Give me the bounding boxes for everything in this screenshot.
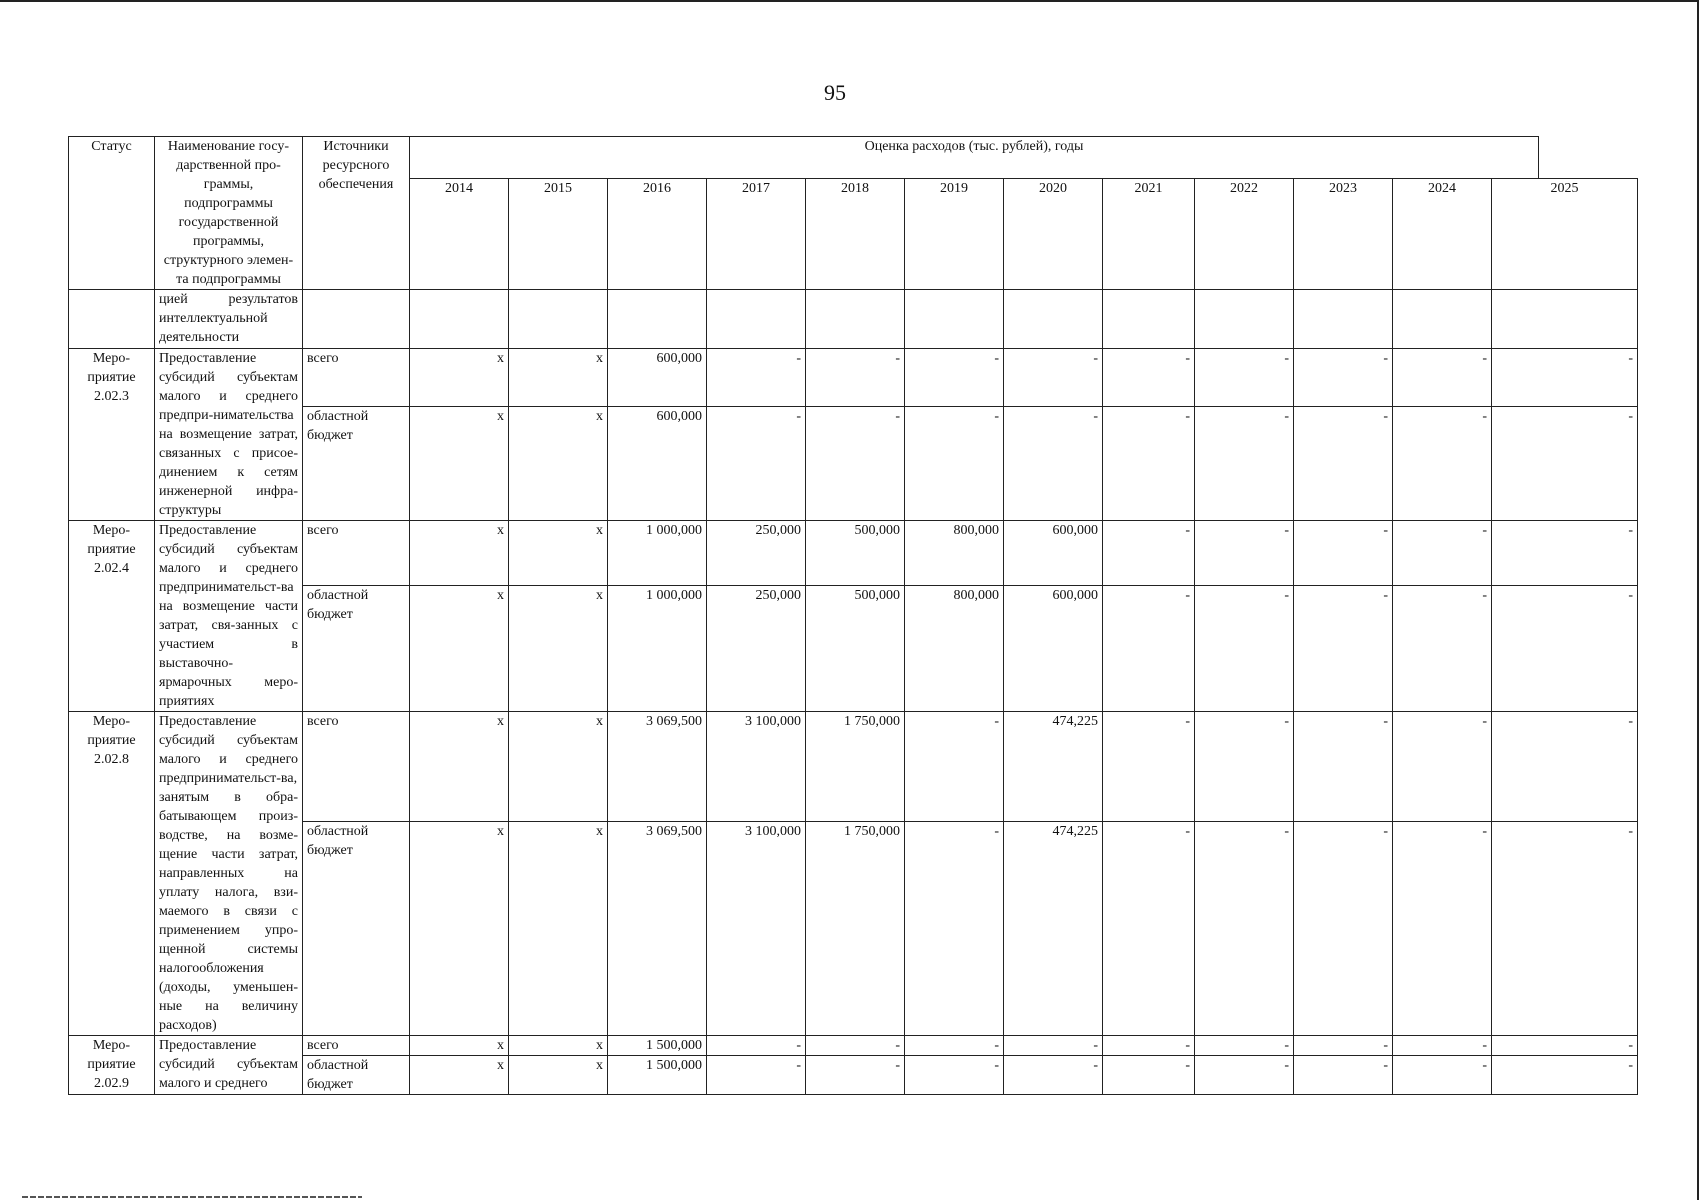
- value-cell: [806, 290, 905, 349]
- value-cell: -: [1195, 349, 1294, 407]
- value-cell: х: [410, 521, 509, 586]
- value-cell: -: [1103, 349, 1195, 407]
- continuation-row: [69, 290, 1638, 349]
- header-year-2021: 2021: [1103, 179, 1195, 290]
- header-year-2024: 2024: [1393, 179, 1492, 290]
- value-cell: 600,000: [608, 349, 707, 407]
- budget-table: [68, 136, 1638, 1095]
- value-cell: -: [905, 1036, 1004, 1056]
- value-cell: -: [1393, 585, 1492, 711]
- value-cell: 1 000,000: [608, 585, 707, 711]
- value-cell: -: [1294, 349, 1393, 407]
- value-cell: х: [410, 1056, 509, 1095]
- funding-source: областной бюджет: [303, 585, 410, 711]
- measure-row-regional: [69, 585, 1638, 711]
- value-cell: х: [509, 1056, 608, 1095]
- value-cell: -: [1004, 1056, 1103, 1095]
- value-cell: 800,000: [905, 585, 1004, 711]
- value-cell: -: [1393, 407, 1492, 521]
- measure-name: Предоставление субсидий субъектам малого и среднего предпринимательст-ва, занятым в обра-батывающем произ-водстве, на возме-щение части затрат, направленных на уплату налога, взи-маемого в связи с применением упро-щенной системы налогообложения (доходы, уменьшен-ные на величину расходов): [155, 712, 303, 1036]
- measure-name: Предоставление субсидий субъектам малого и среднего предпри-нимательства на возмещение затрат, связанных с присое-динением к сетям инженерной инфра-структуры: [155, 349, 303, 521]
- value-cell: [1103, 290, 1195, 349]
- value-cell: [1492, 290, 1638, 349]
- value-cell: -: [1294, 521, 1393, 586]
- continuation-text: цией результатов интеллектуальной деятельности: [155, 290, 303, 349]
- value-cell: -: [1195, 521, 1294, 586]
- value-cell: -: [1103, 1056, 1195, 1095]
- source-cell: [303, 290, 410, 349]
- value-cell: -: [707, 407, 806, 521]
- value-cell: -: [1492, 585, 1638, 711]
- value-cell: х: [509, 1036, 608, 1056]
- header-status: Статус: [69, 137, 155, 290]
- value-cell: -: [1393, 1056, 1492, 1095]
- value-cell: -: [806, 1056, 905, 1095]
- measure-row-total: [69, 1036, 1638, 1056]
- measure-row-regional: [69, 407, 1638, 521]
- value-cell: -: [905, 712, 1004, 822]
- value-cell: -: [1393, 821, 1492, 1035]
- value-cell: -: [905, 407, 1004, 521]
- page-number: 95: [824, 80, 846, 105]
- value-cell: 474,225: [1004, 712, 1103, 822]
- measure-row-total: [69, 521, 1638, 586]
- value-cell: х: [410, 712, 509, 822]
- value-cell: х: [509, 407, 608, 521]
- value-cell: 1 500,000: [608, 1036, 707, 1056]
- funding-source: всего: [303, 1036, 410, 1056]
- value-cell: [509, 290, 608, 349]
- value-cell: 3 069,500: [608, 821, 707, 1035]
- value-cell: -: [1492, 407, 1638, 521]
- header-year-2022: 2022: [1195, 179, 1294, 290]
- value-cell: -: [707, 1036, 806, 1056]
- funding-source: всего: [303, 349, 410, 407]
- value-cell: -: [1393, 1036, 1492, 1056]
- value-cell: [707, 290, 806, 349]
- value-cell: -: [1492, 1056, 1638, 1095]
- header-name: Наименование госу-дарственной про-граммы, подпрограммы государственной программы, структурного элемен-та подпрограммы: [155, 137, 303, 290]
- value-cell: 600,000: [1004, 521, 1103, 586]
- header-year-2015: 2015: [509, 179, 608, 290]
- value-cell: [1393, 290, 1492, 349]
- funding-source: всего: [303, 712, 410, 822]
- header-year-2018: 2018: [806, 179, 905, 290]
- value-cell: х: [410, 407, 509, 521]
- header-year-2014: 2014: [410, 179, 509, 290]
- value-cell: -: [1393, 712, 1492, 822]
- value-cell: -: [1195, 407, 1294, 521]
- value-cell: х: [410, 585, 509, 711]
- value-cell: -: [1492, 1036, 1638, 1056]
- value-cell: 1 500,000: [608, 1056, 707, 1095]
- value-cell: -: [1492, 712, 1638, 822]
- value-cell: х: [410, 349, 509, 407]
- value-cell: [410, 290, 509, 349]
- measure-status: Меро-приятие 2.02.9: [69, 1036, 155, 1095]
- measure-status: Меро-приятие 2.02.8: [69, 712, 155, 1036]
- value-cell: 500,000: [806, 521, 905, 586]
- measure-row-total: [69, 712, 1638, 822]
- value-cell: -: [1294, 712, 1393, 822]
- value-cell: -: [1195, 712, 1294, 822]
- value-cell: -: [905, 349, 1004, 407]
- funding-source: областной бюджет: [303, 407, 410, 521]
- value-cell: 600,000: [1004, 585, 1103, 711]
- value-cell: х: [410, 1036, 509, 1056]
- value-cell: -: [1294, 585, 1393, 711]
- value-cell: [905, 290, 1004, 349]
- value-cell: -: [1195, 585, 1294, 711]
- value-cell: -: [1393, 349, 1492, 407]
- value-cell: 600,000: [608, 407, 707, 521]
- value-cell: -: [707, 1056, 806, 1095]
- value-cell: -: [905, 821, 1004, 1035]
- value-cell: -: [1004, 1036, 1103, 1056]
- value-cell: 250,000: [707, 521, 806, 586]
- funding-source: областной бюджет: [303, 1056, 410, 1095]
- value-cell: -: [1294, 1036, 1393, 1056]
- header-year-2023: 2023: [1294, 179, 1393, 290]
- value-cell: -: [806, 349, 905, 407]
- funding-source: всего: [303, 521, 410, 586]
- header-expenses: Оценка расходов (тыс. рублей), годы: [410, 137, 1539, 179]
- funding-source: областной бюджет: [303, 821, 410, 1035]
- value-cell: 1 000,000: [608, 521, 707, 586]
- value-cell: -: [1492, 349, 1638, 407]
- value-cell: 474,225: [1004, 821, 1103, 1035]
- value-cell: -: [707, 349, 806, 407]
- value-cell: 3 100,000: [707, 821, 806, 1035]
- value-cell: -: [1294, 821, 1393, 1035]
- page-frame-top: [0, 0, 1699, 2]
- value-cell: -: [1294, 1056, 1393, 1095]
- measure-name: Предоставление субсидий субъектам малого и среднего предпринимательст-ва на возмещение части затрат, свя-занных с участием в выставочно-ярмарочных меро-приятиях: [155, 521, 303, 712]
- status-cell: [69, 290, 155, 349]
- value-cell: [1294, 290, 1393, 349]
- header-year-2025: 2025: [1492, 179, 1638, 290]
- value-cell: -: [1103, 1036, 1195, 1056]
- value-cell: х: [509, 349, 608, 407]
- value-cell: [1004, 290, 1103, 349]
- value-cell: -: [1195, 1036, 1294, 1056]
- header-year-2017: 2017: [707, 179, 806, 290]
- header-year-2020: 2020: [1004, 179, 1103, 290]
- value-cell: 3 100,000: [707, 712, 806, 822]
- header-sources: Источники ресурсного обеспечения: [303, 137, 410, 290]
- table-header: [69, 137, 1638, 290]
- value-cell: 1 750,000: [806, 821, 905, 1035]
- value-cell: х: [410, 821, 509, 1035]
- table-body: [69, 290, 1638, 1095]
- value-cell: 3 069,500: [608, 712, 707, 822]
- header-year-2016: 2016: [608, 179, 707, 290]
- value-cell: -: [1103, 585, 1195, 711]
- value-cell: х: [509, 585, 608, 711]
- value-cell: -: [1294, 407, 1393, 521]
- value-cell: 1 750,000: [806, 712, 905, 822]
- value-cell: [1195, 290, 1294, 349]
- value-cell: [608, 290, 707, 349]
- value-cell: -: [806, 407, 905, 521]
- measure-name: Предоставление субсидий субъектам малого и среднего: [155, 1036, 303, 1095]
- header-year-2019: 2019: [905, 179, 1004, 290]
- value-cell: -: [1492, 821, 1638, 1035]
- value-cell: -: [806, 1036, 905, 1056]
- value-cell: -: [1004, 349, 1103, 407]
- value-cell: х: [509, 821, 608, 1035]
- measure-row-regional: [69, 821, 1638, 1035]
- value-cell: х: [509, 712, 608, 822]
- measure-status: Меро-приятие 2.02.3: [69, 349, 155, 521]
- value-cell: -: [1103, 521, 1195, 586]
- value-cell: -: [1103, 407, 1195, 521]
- value-cell: -: [1393, 521, 1492, 586]
- value-cell: -: [1492, 521, 1638, 586]
- measure-row-regional: [69, 1056, 1638, 1095]
- value-cell: -: [1103, 821, 1195, 1035]
- measure-row-total: [69, 349, 1638, 407]
- value-cell: 800,000: [905, 521, 1004, 586]
- measure-status: Меро-приятие 2.02.4: [69, 521, 155, 712]
- value-cell: 250,000: [707, 585, 806, 711]
- value-cell: 500,000: [806, 585, 905, 711]
- value-cell: -: [1195, 1056, 1294, 1095]
- value-cell: х: [509, 521, 608, 586]
- value-cell: -: [1004, 407, 1103, 521]
- value-cell: -: [905, 1056, 1004, 1095]
- footer-line: [22, 1196, 362, 1198]
- value-cell: -: [1195, 821, 1294, 1035]
- value-cell: -: [1103, 712, 1195, 822]
